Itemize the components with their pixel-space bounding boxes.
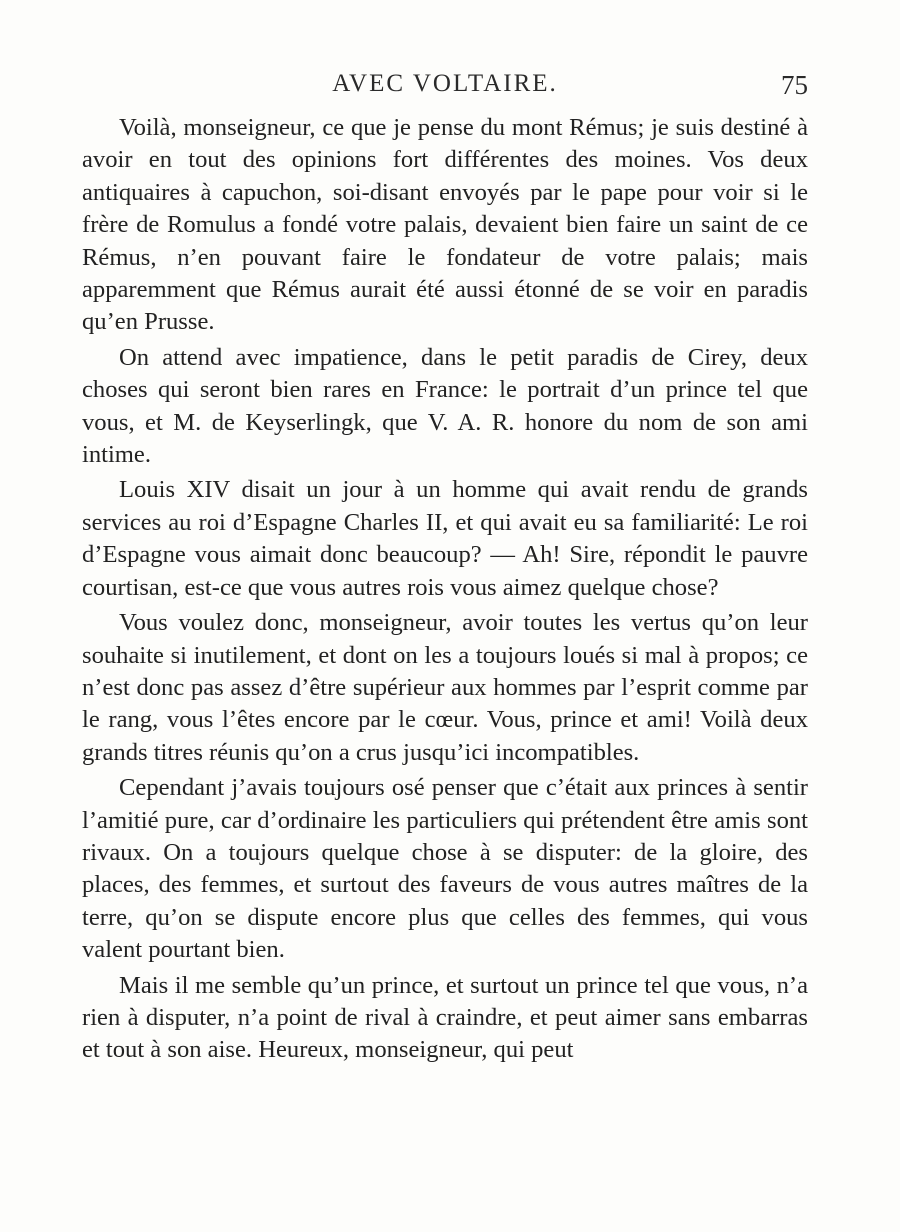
body-text: [82, 112, 808, 1070]
paragraph: Mais il me semble qu’un prince, et surtout un prince tel que vous, n’a rien à disputer, n’a point de rival à craindre, et peut aimer sans embarras et tout à son aise. Heureux, monseigneur, qui peut: [82, 971, 808, 1064]
running-title: AVEC VOLTAIRE.: [332, 70, 558, 97]
page-number: 75: [781, 70, 808, 100]
paragraph: Vous voulez donc, monseigneur, avoir toutes les vertus qu’on leur souhaite si inutilement, et dont on les a toujours loués si mal à propos; ce n’est donc pas assez d’être supérieur aux hommes par l’esprit comme par le rang, vous l’êtes encore par le cœur. Vous, prince et ami! Voilà deux grands titres réunis qu’on a crus jusqu’ici incompatibles.: [82, 609, 808, 766]
paragraph: On attend avec impatience, dans le petit paradis de Cirey, deux choses qui seront bien rares en France: le portrait d’un prince tel que vous, et M. de Keyserlingk, que V. A. R. honore du nom de son ami intime.: [82, 343, 808, 469]
running-head: [82, 66, 808, 102]
paragraph: Louis XIV disait un jour à un homme qui avait rendu de grands services au roi d’Espagne Charles II, et qui avait eu sa familiarité: Le roi d’Espagne vous aimait donc beaucoup? — Ah! Sire, répondit le pauvre courtisan, est-ce que vous autres rois vous aimez quelque chose?: [82, 476, 808, 601]
paragraph: Cependant j’avais toujours osé penser que c’était aux princes à sentir l’amitié pure, car d’ordinaire les particuliers qui prétendent être amis sont rivaux. On a toujours quelque chose à se disputer: de la gloire, des places, des femmes, et surtout des faveurs de vous autres maîtres de la terre, qu’on se dispute encore plus que celles des femmes, qui vous valent pourtant bien.: [82, 774, 808, 964]
paragraph: Voilà, monseigneur, ce que je pense du mont Rémus; je suis destiné à avoir en tout des opinions fort différentes des moines. Vos deux antiquaires à capuchon, soi-disant envoyés par le pape pour voir si le frère de Romulus a fondé votre palais, devaient bien faire un saint de ce Rémus, n’en pouvant faire le fondateur de votre palais; mais apparemment que Rémus aurait été aussi étonné de se voir en paradis qu’en Prusse.: [82, 114, 808, 336]
